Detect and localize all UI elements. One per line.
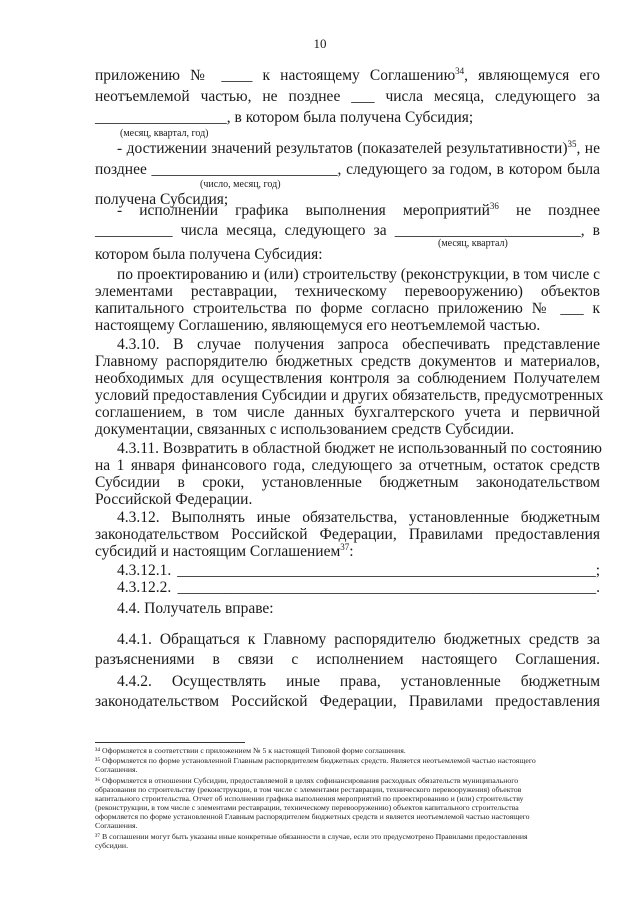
footnote: образования по строительству (реконструкции, в том числе с элементами реставрации, технического перевооружения) объектов xyxy=(95,785,522,794)
section-heading: 4.4. Получатель вправе: xyxy=(117,600,274,617)
footnote: (реконструкции, в том числе с элементами реставрации, техническому перевооружению) объектов капитального строительства xyxy=(95,803,519,812)
text-line: условий предоставления Субсидии и других обязательств, предусмотренных xyxy=(95,387,604,404)
text-line: позднее ________________________, следующего за годом, в котором была xyxy=(95,161,600,178)
text-line: разъяснениями в связи с исполнением настоящего Соглашения. xyxy=(95,651,600,668)
text-line: элементами реставрации, техническому перевооружению) объектов xyxy=(95,283,600,300)
text-line: законодательством Российской Федерации, Правилами предоставления xyxy=(95,526,600,543)
text-line: субсидий и настоящим Соглашением$^{37}$: xyxy=(95,541,354,560)
footnote: Соглашения. xyxy=(95,765,138,774)
field-caption: (месяц, квартал) xyxy=(438,238,508,249)
text-line: - достижении значений результатов (показателей результативности)$^{35}$, не xyxy=(117,138,600,157)
text-line: Главному распорядителю бюджетных средств документов и материалов, xyxy=(95,353,600,370)
text-line: получена Субсидия; xyxy=(95,191,229,208)
text-line: неотъемлемой частью, не позднее ___ числа месяца, следующего за xyxy=(95,88,600,105)
footnote: ³⁵ Оформляется по форме установленной Главным распорядителем бюджетных средств. Является неотъемлемой частью настоящего xyxy=(95,756,536,765)
text-line: по проектированию и (или) строительству (реконструкции, в том числе с xyxy=(117,266,600,283)
text-line: законодательством Российской Федерации, Правилами предоставления xyxy=(95,693,600,710)
field-caption: (число, месяц, год) xyxy=(200,179,281,190)
text-line: 4.3.12.1. ______________________________________________________; xyxy=(117,562,600,579)
text-line: 4.4.2. Осуществлять иные права, установленные бюджетным xyxy=(117,673,600,690)
text-line: капитального строительства по форме согласно приложению № ___ к xyxy=(95,300,600,317)
text-line: документации, связанных с использованием средств Субсидии. xyxy=(95,421,515,438)
text-line: настоящему Соглашению, являющемуся его неотъемлемой частью. xyxy=(95,317,541,334)
footnote: ³⁷ В соглашении могут быть указаны иные конкретные обязанности в случае, если это предусмотрено Правилами предоставления xyxy=(95,832,528,841)
footnote: ³⁴ Оформляется в соответствии с приложением № 5 к настоящей Типовой форме соглашения. xyxy=(95,746,406,755)
text-line: приложению № ____ к настоящему Соглашению$^{34}$, являющемуся его xyxy=(95,65,600,84)
text-line: необходимых для осуществления контроля за соблюдением Получателем xyxy=(95,370,600,387)
text-line: 4.3.10. В случае получения запроса обеспечивать представление xyxy=(117,336,600,353)
text-line: Субсидии в сроки, установленные бюджетным законодательством xyxy=(95,474,600,491)
footnote: субсидии. xyxy=(95,841,129,850)
text-line: 4.3.12.2. ______________________________________________________. xyxy=(117,579,600,596)
text-line: котором была получена Субсидия: xyxy=(95,246,323,263)
page-number: 10 xyxy=(313,36,327,51)
footnote: Соглашения. xyxy=(95,821,138,830)
footnote: оформляется по форме установленной Главным распорядителем бюджетных средств и является неотъемлемой частью настоящего xyxy=(95,812,530,821)
text-line: на 1 января финансового года, следующего за отчетным, остаток средств xyxy=(95,457,600,474)
text-line: 4.3.11. Возвратить в областной бюджет не использованный по состоянию xyxy=(117,440,602,457)
footnote: ³⁶ Оформляется в отношении Субсидии, предоставляемой в целях софинансирования расходных обязательств муниципального xyxy=(95,776,519,785)
text-line: - исполнении графика выполнения мероприятий$^{36}$ не позднее xyxy=(117,200,600,219)
text-line: 4.4.1. Обращаться к Главному распорядителю бюджетных средств за xyxy=(117,631,600,648)
field-caption: (месяц, квартал, год) xyxy=(120,128,209,139)
text-line: Российской Федерации. xyxy=(95,491,253,508)
text-line: 4.3.12. Выполнять иные обязательства, установленные бюджетным xyxy=(117,509,600,526)
text-line: __________ числа месяца, следующего за ________________________, в xyxy=(95,222,600,239)
footnote: капитального строительства. Отчет об исполнении графика выполнения мероприятий по проектированию и (или) строительству xyxy=(95,794,524,803)
text-line: соглашением, в том числе данных бухгалтерского учета и первичной xyxy=(95,404,600,421)
text-line: _________________, в котором была получена Субсидия; xyxy=(95,109,474,126)
footnote-separator xyxy=(95,742,245,743)
